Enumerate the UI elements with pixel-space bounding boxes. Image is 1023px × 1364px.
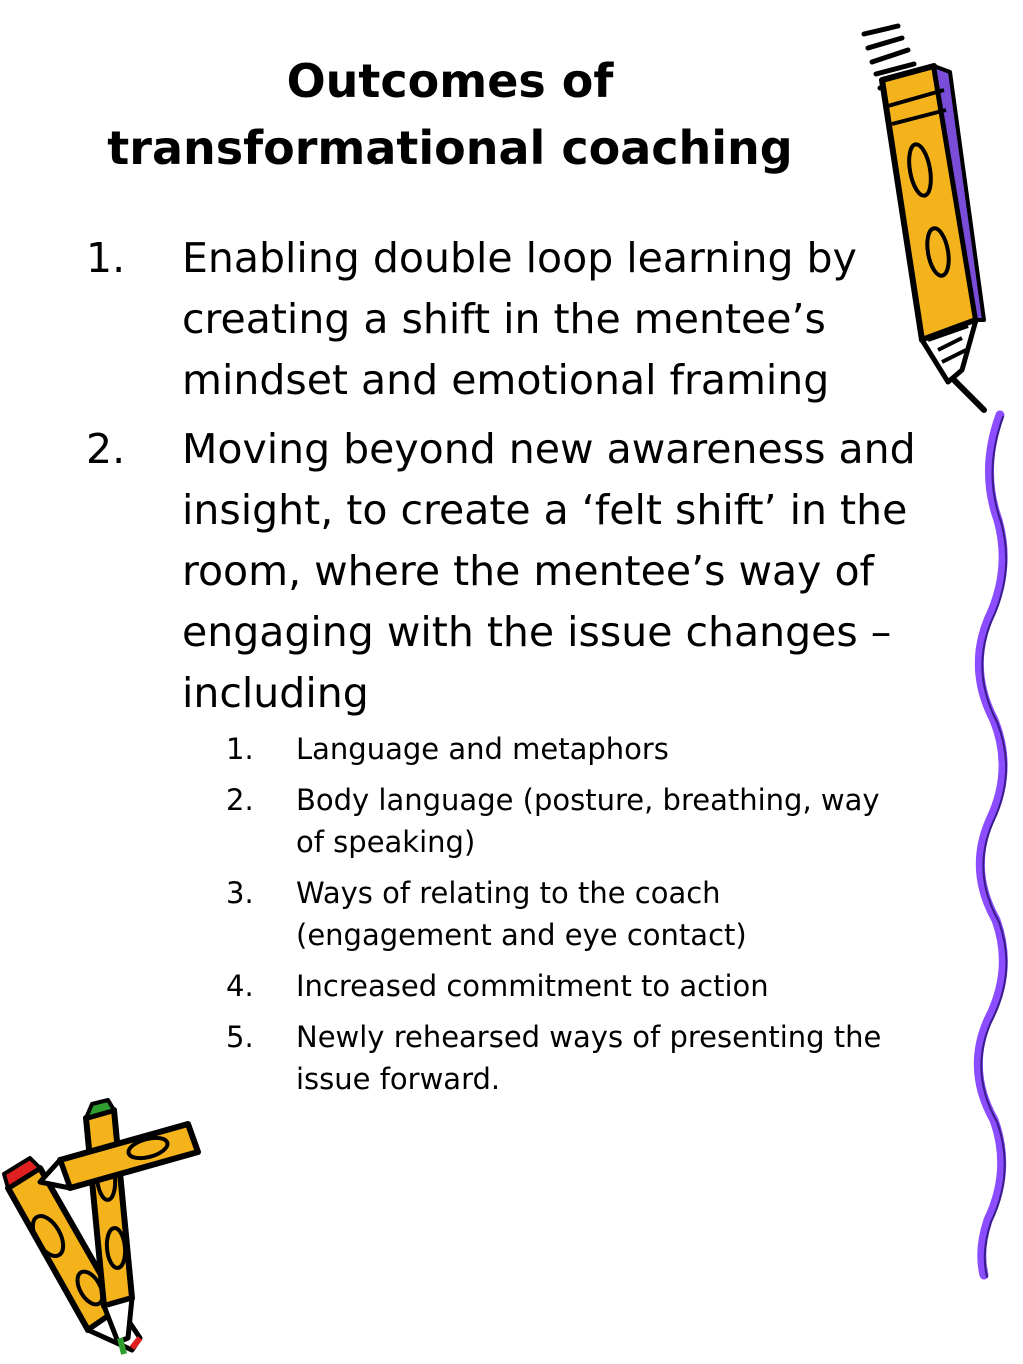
sub-list-item-number: 2. bbox=[226, 783, 254, 817]
sub-list-item-number: 4. bbox=[226, 969, 254, 1003]
list-item-text: Enabling double loop learning by creating a shift in the mentee’s mindset and emotional framing bbox=[182, 234, 857, 404]
list-item bbox=[86, 228, 946, 411]
pencil-icon bbox=[858, 20, 988, 415]
list-item-number: 2. bbox=[86, 425, 126, 473]
sub-list-item-number: 5. bbox=[226, 1020, 254, 1054]
list-item-number: 1. bbox=[86, 234, 126, 282]
sub-list bbox=[182, 728, 886, 1100]
sub-list-item bbox=[226, 728, 886, 770]
squiggle-line bbox=[950, 410, 1018, 1280]
sub-list-item bbox=[226, 965, 886, 1007]
sub-list-item bbox=[226, 1016, 886, 1100]
crossed-pencils-icon bbox=[0, 1098, 210, 1358]
sub-list-item bbox=[226, 872, 886, 956]
sub-list-item-number: 3. bbox=[226, 876, 254, 910]
sub-list-item-text: Newly rehearsed ways of presenting the issue forward. bbox=[296, 1020, 882, 1096]
slide-title bbox=[60, 48, 840, 182]
sub-list-item-text: Increased commitment to action bbox=[296, 969, 769, 1003]
title-line-1: Outcomes of bbox=[286, 54, 614, 108]
list-item-text: Moving beyond new awareness and insight, to create a ‘felt shift’ in the room, where the mentee’s way of engaging with the issue changes – including bbox=[182, 425, 916, 717]
sub-list-item-text: Body language (posture, breathing, way of speaking) bbox=[296, 783, 880, 859]
sub-list-item-number: 1. bbox=[226, 732, 254, 766]
list-item bbox=[86, 419, 946, 1100]
sub-list-item bbox=[226, 779, 886, 863]
sub-list-item-text: Ways of relating to the coach (engagement and eye contact) bbox=[296, 876, 747, 952]
sub-list-item-text: Language and metaphors bbox=[296, 732, 669, 766]
outcomes-list bbox=[86, 228, 946, 1109]
title-line-2: transformational coaching bbox=[107, 121, 793, 175]
